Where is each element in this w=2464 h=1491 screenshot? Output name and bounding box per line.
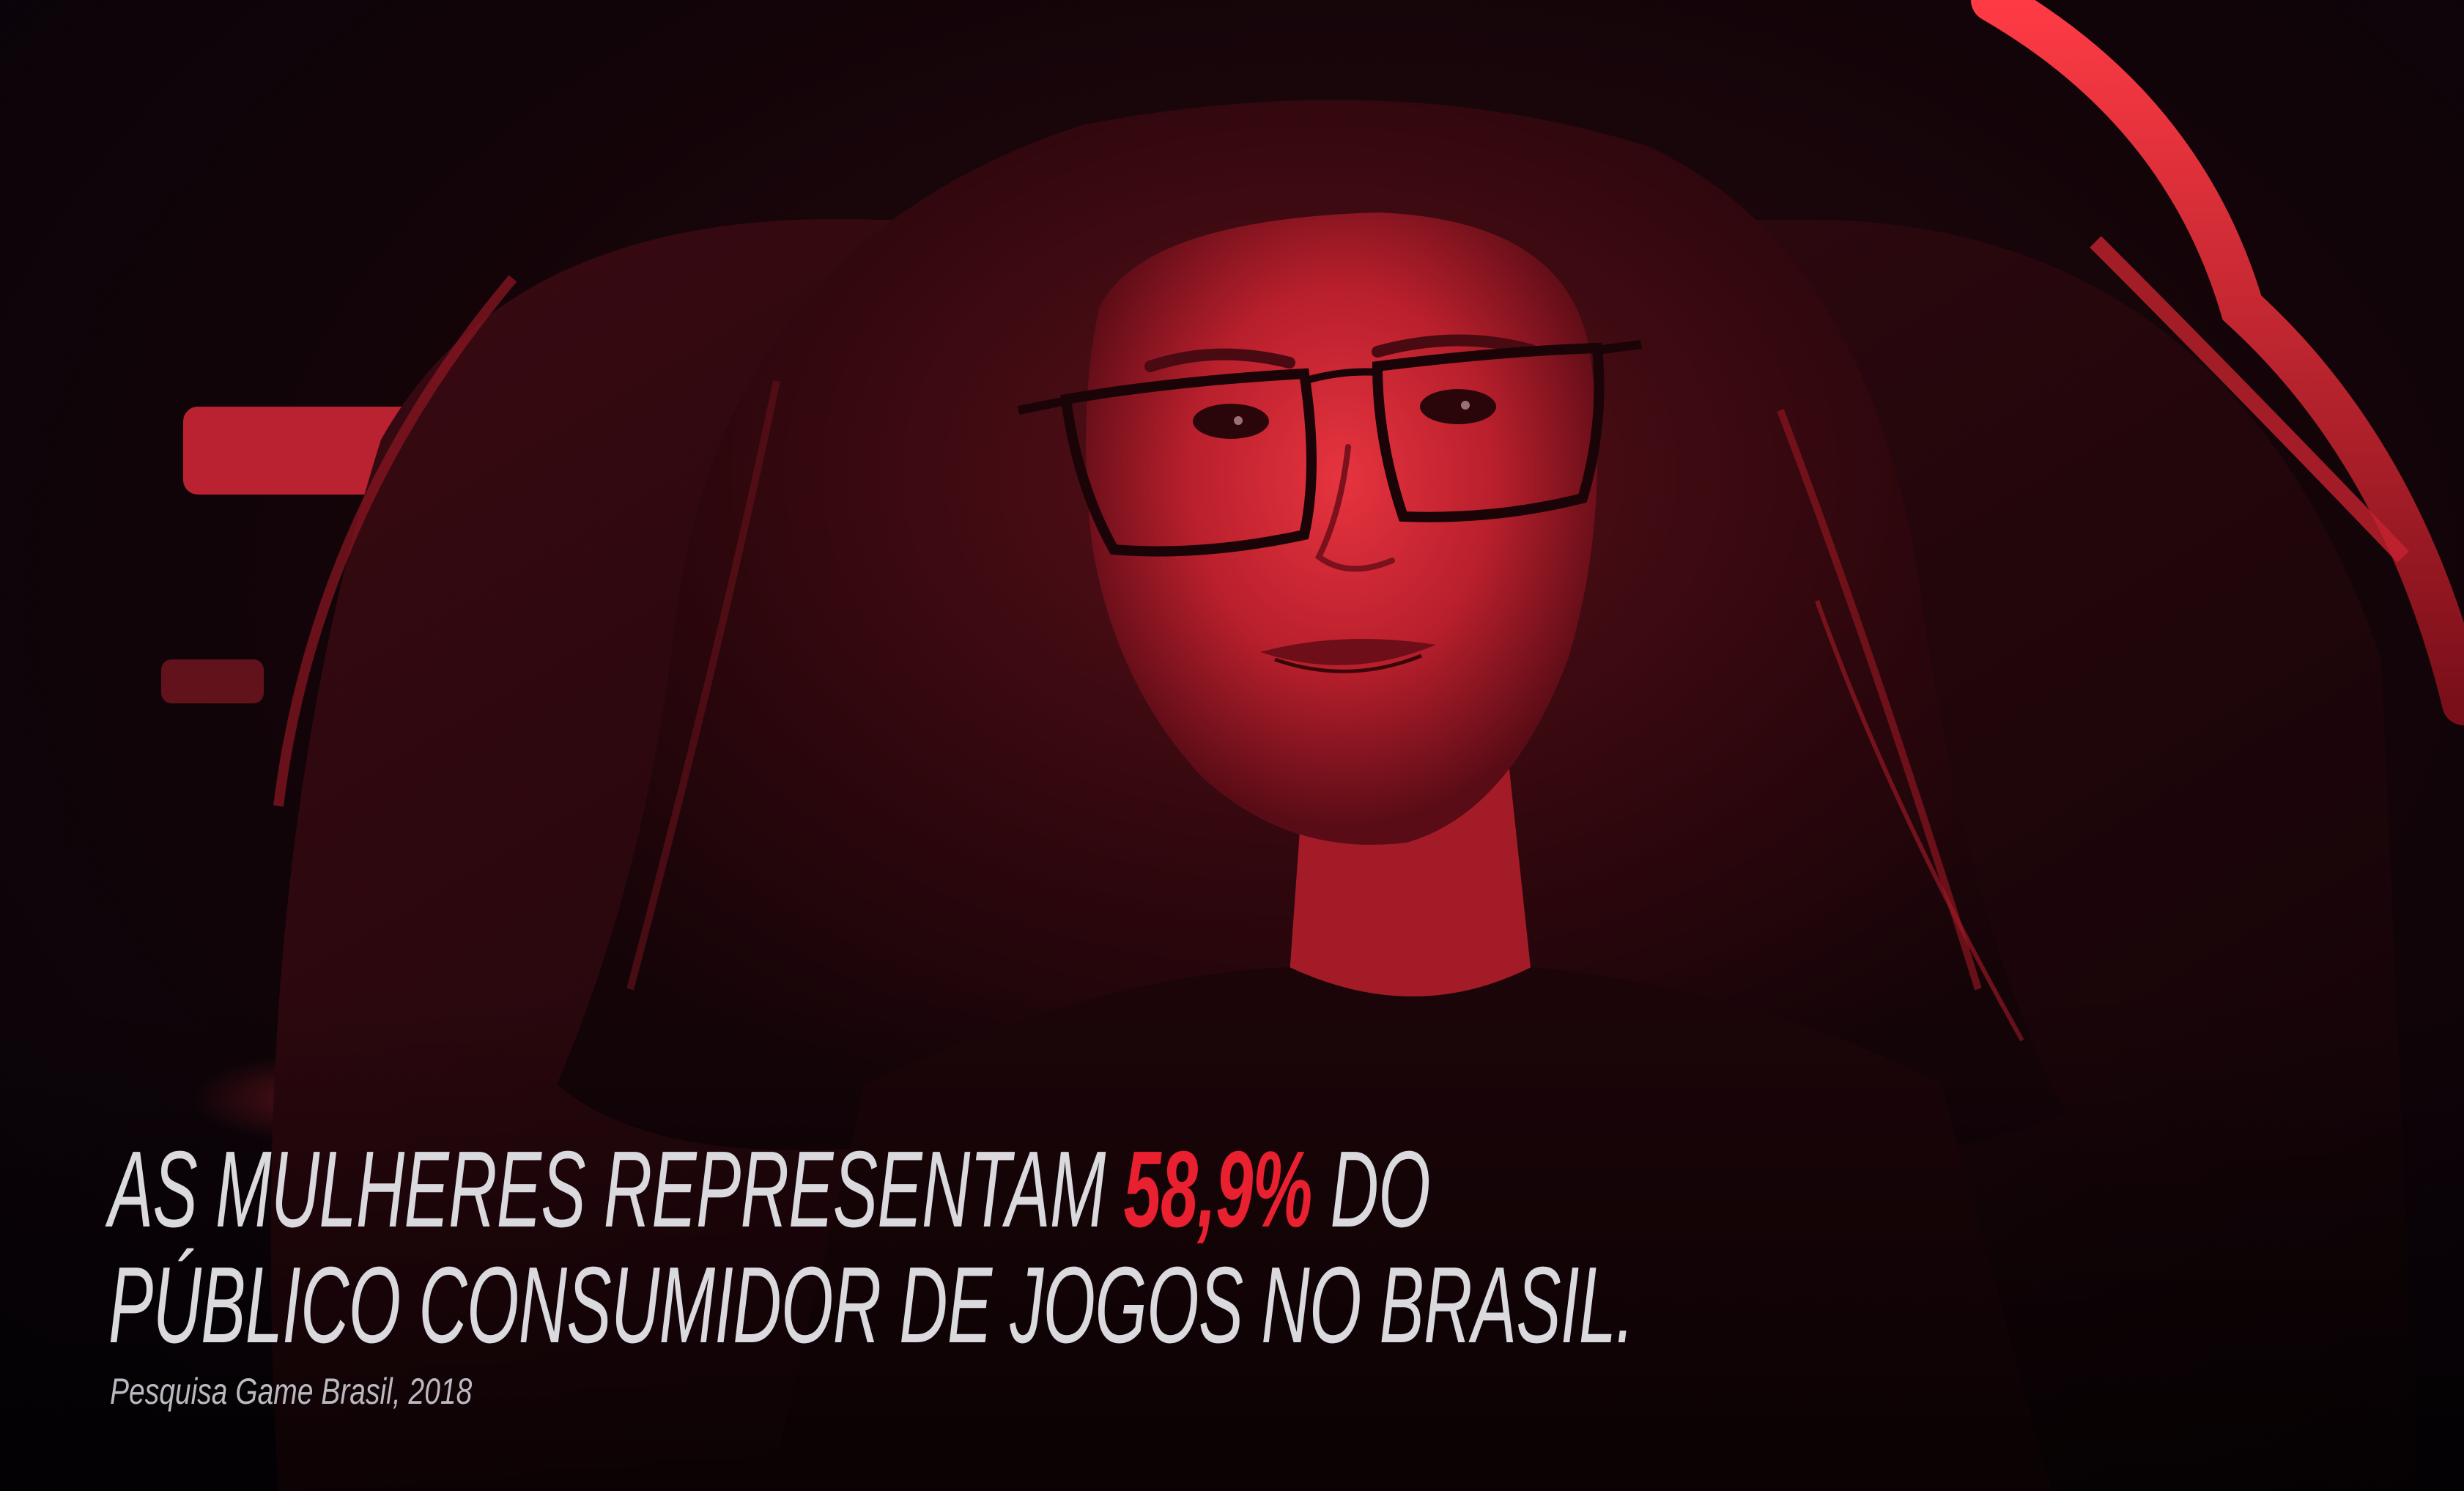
headline-line-2: PÚBLICO CONSUMIDOR DE JOGOS NO BRASIL.: [108, 1245, 1635, 1366]
headline: [108, 1129, 1635, 1366]
headline-text-after-accent: DO: [1311, 1129, 1430, 1250]
source-citation: Pesquisa Game Brasil, 2018: [110, 1371, 473, 1412]
headline-text-before-accent: AS MULHERES REPRESENTAM: [108, 1129, 1124, 1250]
headline-statistic: 58,9%: [1123, 1129, 1312, 1250]
